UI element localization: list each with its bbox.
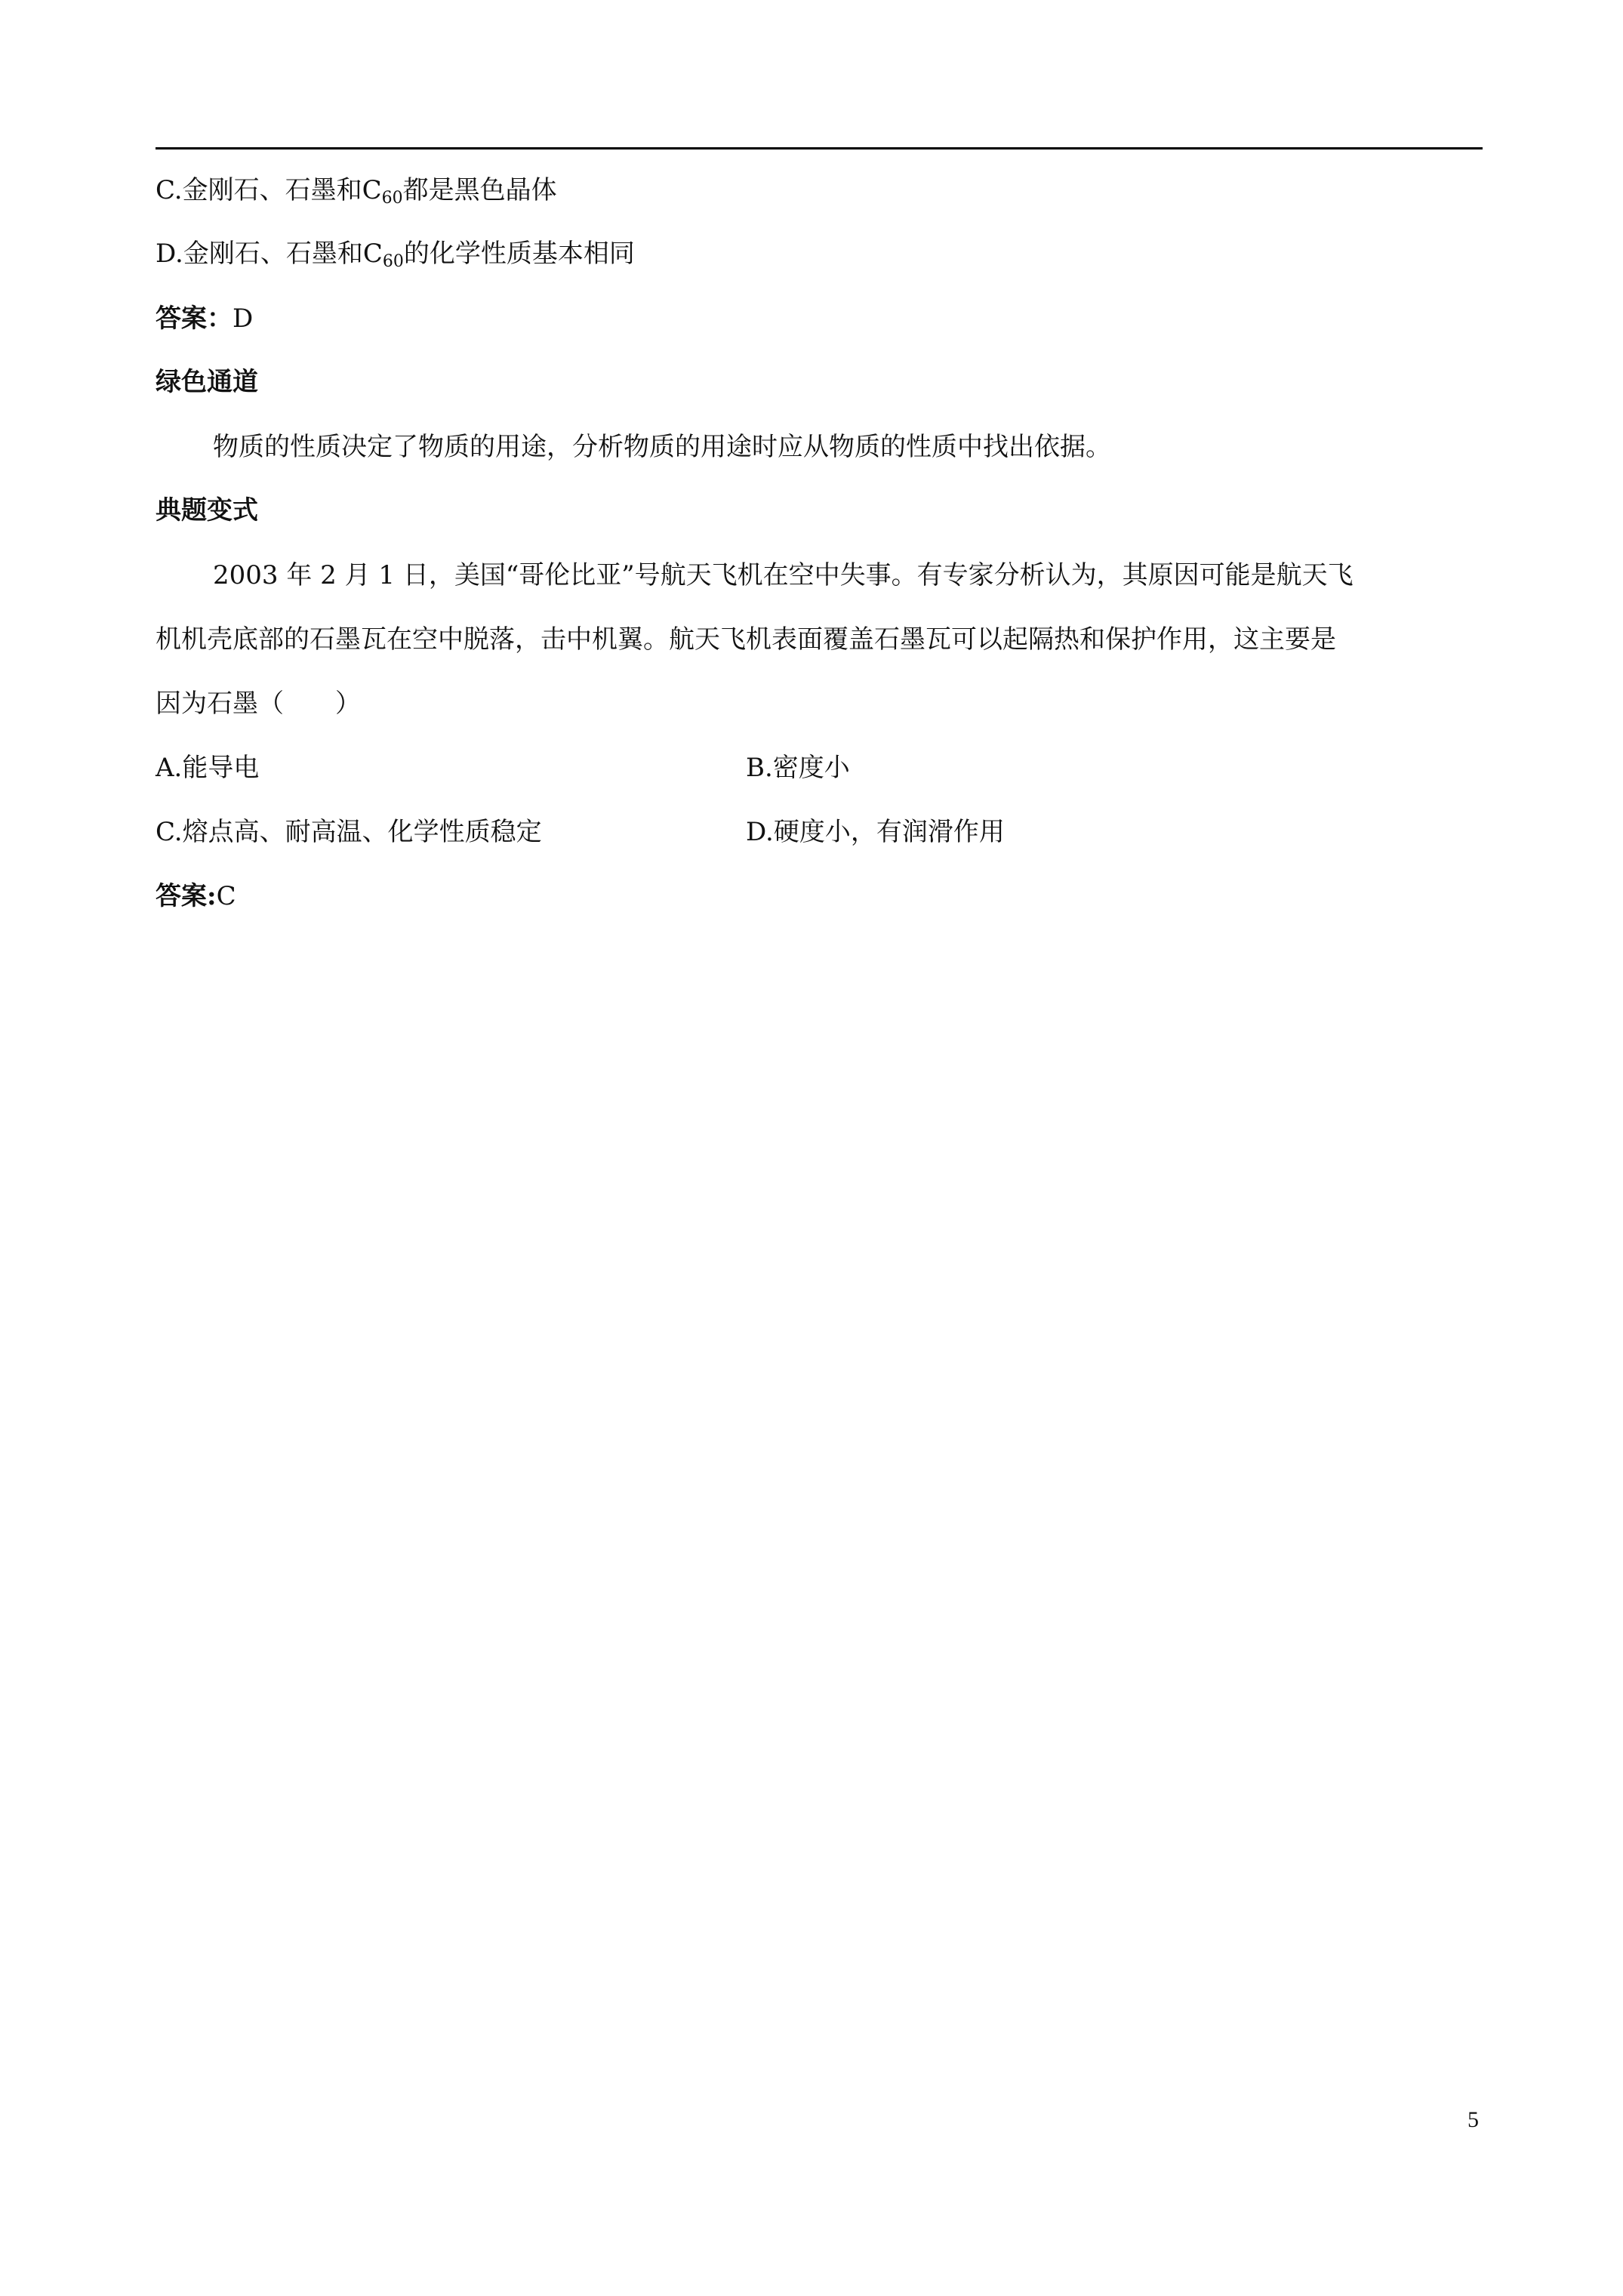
variant-option-b: B.密度小	[746, 753, 850, 783]
variant-question-line-2: 机机壳底部的石墨瓦在空中脱落，击中机翼。航天飞机表面覆盖石墨瓦可以起隔热和保护作用，这主要是	[156, 624, 1336, 655]
answer-2	[156, 881, 236, 911]
option-c-suffix: 都是黑色晶体	[402, 175, 557, 205]
answer-2-label: 答案:	[156, 881, 217, 911]
header-rule	[156, 147, 1483, 149]
option-d-prefix: D.金刚石、石墨和	[156, 239, 363, 269]
answer-1-label: 答案：	[156, 304, 233, 334]
option-d-subscript: 60	[382, 252, 404, 271]
answer-2-value: C	[216, 881, 236, 911]
answer-1	[156, 304, 253, 334]
variant-question-line-3: 因为石墨（ ）	[156, 689, 361, 719]
variant-option-c: C.熔点高、耐高温、化学性质稳定	[156, 817, 542, 847]
answer-1-value: D	[233, 304, 254, 334]
page-number: 5	[1467, 2107, 1479, 2132]
variant-option-d: D.硬度小，有润滑作用	[746, 817, 1005, 847]
option-c-prefix: C.金刚石、石墨和	[156, 175, 362, 205]
green-channel-text: 物质的性质决定了物质的用途，分析物质的用途时应从物质的性质中找出依据。	[213, 432, 1111, 462]
option-c-previous	[156, 175, 557, 208]
variant-option-a: A.能导电	[156, 753, 260, 783]
variant-heading: 典题变式	[156, 495, 258, 525]
option-c-subscript: 60	[381, 189, 403, 208]
option-c-formula: C	[362, 175, 382, 205]
option-d-previous	[156, 239, 635, 269]
option-d-suffix: 的化学性质基本相同	[403, 239, 635, 269]
green-channel-heading: 绿色通道	[156, 367, 258, 397]
variant-question-line-1: 2003 年 2 月 1 日，美国“哥伦比亚”号航天飞机在空中失事。有专家分析认为，其原因可能是航天飞	[213, 560, 1354, 590]
option-d-formula: C	[362, 239, 383, 269]
